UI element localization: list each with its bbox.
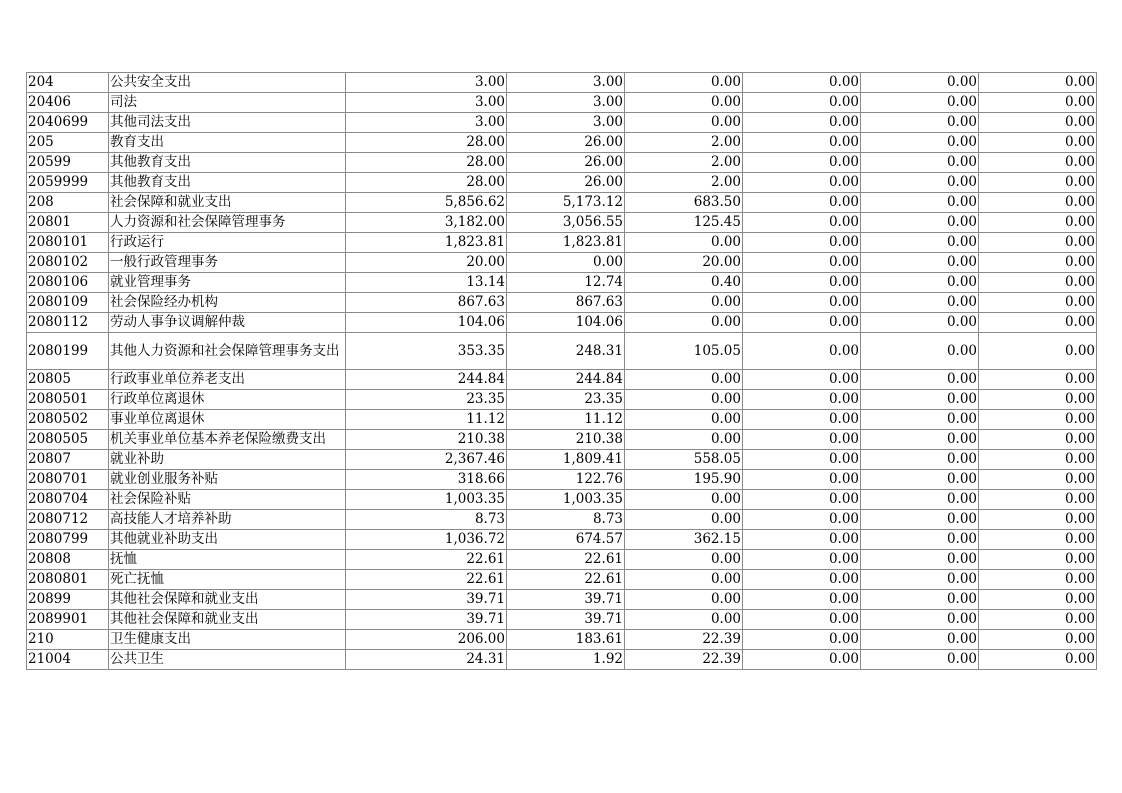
amount-cell: 0.00 <box>979 430 1097 450</box>
subject-code-cell: 20406 <box>27 93 109 113</box>
amount-cell: 8.73 <box>507 510 625 530</box>
table-row <box>27 73 1097 93</box>
amount-cell: 3.00 <box>346 73 507 93</box>
amount-cell: 0.00 <box>861 73 979 93</box>
table-row <box>27 213 1097 233</box>
subject-code-cell: 2080112 <box>27 313 109 333</box>
amount-cell: 0.40 <box>625 273 743 293</box>
amount-cell: 0.00 <box>743 370 861 390</box>
amount-cell: 0.00 <box>979 93 1097 113</box>
amount-cell: 0.00 <box>979 213 1097 233</box>
subject-name-cell: 抚恤 <box>109 550 346 570</box>
subject-code-cell: 2089901 <box>27 610 109 630</box>
table-row <box>27 630 1097 650</box>
amount-cell: 22.61 <box>507 570 625 590</box>
amount-cell: 26.00 <box>507 153 625 173</box>
amount-cell: 0.00 <box>743 333 861 370</box>
amount-cell: 0.00 <box>743 293 861 313</box>
amount-cell: 0.00 <box>625 610 743 630</box>
subject-name-cell: 社会保险经办机构 <box>109 293 346 313</box>
subject-code-cell: 2040699 <box>27 113 109 133</box>
amount-cell: 318.66 <box>346 470 507 490</box>
amount-cell: 0.00 <box>861 233 979 253</box>
amount-cell: 210.38 <box>346 430 507 450</box>
amount-cell: 23.35 <box>507 390 625 410</box>
subject-code-cell: 2080109 <box>27 293 109 313</box>
amount-cell: 0.00 <box>625 430 743 450</box>
amount-cell: 0.00 <box>979 253 1097 273</box>
amount-cell: 0.00 <box>979 470 1097 490</box>
amount-cell: 0.00 <box>743 113 861 133</box>
amount-cell: 104.06 <box>346 313 507 333</box>
amount-cell: 0.00 <box>861 153 979 173</box>
amount-cell: 28.00 <box>346 153 507 173</box>
amount-cell: 1.92 <box>507 650 625 670</box>
amount-cell: 0.00 <box>625 390 743 410</box>
subject-name-cell: 社会保险补贴 <box>109 490 346 510</box>
amount-cell: 22.61 <box>346 570 507 590</box>
amount-cell: 26.00 <box>507 173 625 193</box>
amount-cell: 0.00 <box>743 610 861 630</box>
subject-name-cell: 就业补助 <box>109 450 346 470</box>
table-row <box>27 650 1097 670</box>
amount-cell: 3.00 <box>507 93 625 113</box>
amount-cell: 0.00 <box>861 333 979 370</box>
amount-cell: 0.00 <box>979 390 1097 410</box>
amount-cell: 0.00 <box>861 193 979 213</box>
table-row <box>27 273 1097 293</box>
amount-cell: 0.00 <box>979 610 1097 630</box>
amount-cell: 0.00 <box>861 510 979 530</box>
amount-cell: 1,003.35 <box>346 490 507 510</box>
table-row <box>27 490 1097 510</box>
amount-cell: 3.00 <box>346 113 507 133</box>
budget-table <box>26 72 1097 670</box>
amount-cell: 0.00 <box>979 450 1097 470</box>
table-row <box>27 450 1097 470</box>
table-row <box>27 530 1097 550</box>
subject-code-cell: 2080199 <box>27 333 109 370</box>
amount-cell: 0.00 <box>979 333 1097 370</box>
amount-cell: 0.00 <box>625 233 743 253</box>
amount-cell: 0.00 <box>743 630 861 650</box>
amount-cell: 0.00 <box>743 233 861 253</box>
amount-cell: 0.00 <box>861 173 979 193</box>
amount-cell: 20.00 <box>346 253 507 273</box>
amount-cell: 0.00 <box>979 490 1097 510</box>
subject-code-cell: 20805 <box>27 370 109 390</box>
amount-cell: 3,056.55 <box>507 213 625 233</box>
subject-code-cell: 2080712 <box>27 510 109 530</box>
amount-cell: 0.00 <box>861 133 979 153</box>
amount-cell: 0.00 <box>979 530 1097 550</box>
amount-cell: 0.00 <box>743 173 861 193</box>
amount-cell: 125.45 <box>625 213 743 233</box>
amount-cell: 0.00 <box>861 530 979 550</box>
subject-code-cell: 21004 <box>27 650 109 670</box>
amount-cell: 122.76 <box>507 470 625 490</box>
amount-cell: 0.00 <box>625 113 743 133</box>
amount-cell: 3.00 <box>507 113 625 133</box>
amount-cell: 0.00 <box>743 213 861 233</box>
amount-cell: 20.00 <box>625 253 743 273</box>
table-row <box>27 550 1097 570</box>
amount-cell: 3,182.00 <box>346 213 507 233</box>
amount-cell: 0.00 <box>743 570 861 590</box>
table-row <box>27 470 1097 490</box>
amount-cell: 0.00 <box>625 313 743 333</box>
amount-cell: 0.00 <box>743 390 861 410</box>
amount-cell: 1,823.81 <box>346 233 507 253</box>
table-row <box>27 193 1097 213</box>
subject-code-cell: 2080701 <box>27 470 109 490</box>
amount-cell: 2.00 <box>625 173 743 193</box>
amount-cell: 0.00 <box>861 390 979 410</box>
table-row <box>27 313 1097 333</box>
amount-cell: 13.14 <box>346 273 507 293</box>
amount-cell: 0.00 <box>625 73 743 93</box>
amount-cell: 0.00 <box>625 510 743 530</box>
amount-cell: 0.00 <box>979 510 1097 530</box>
amount-cell: 0.00 <box>979 233 1097 253</box>
amount-cell: 0.00 <box>861 213 979 233</box>
amount-cell: 24.31 <box>346 650 507 670</box>
table-body <box>27 73 1097 670</box>
amount-cell: 0.00 <box>979 370 1097 390</box>
table-row <box>27 153 1097 173</box>
amount-cell: 0.00 <box>861 590 979 610</box>
amount-cell: 362.15 <box>625 530 743 550</box>
amount-cell: 3.00 <box>507 73 625 93</box>
table-row <box>27 590 1097 610</box>
table-row <box>27 293 1097 313</box>
amount-cell: 0.00 <box>861 450 979 470</box>
table-row <box>27 113 1097 133</box>
amount-cell: 0.00 <box>979 153 1097 173</box>
amount-cell: 1,003.35 <box>507 490 625 510</box>
amount-cell: 674.57 <box>507 530 625 550</box>
amount-cell: 0.00 <box>743 193 861 213</box>
table-row <box>27 133 1097 153</box>
table-row <box>27 410 1097 430</box>
amount-cell: 0.00 <box>861 490 979 510</box>
amount-cell: 0.00 <box>743 590 861 610</box>
subject-name-cell: 其他社会保障和就业支出 <box>109 610 346 630</box>
amount-cell: 0.00 <box>625 570 743 590</box>
amount-cell: 3.00 <box>346 93 507 113</box>
amount-cell: 0.00 <box>861 650 979 670</box>
amount-cell: 0.00 <box>743 470 861 490</box>
amount-cell: 0.00 <box>861 570 979 590</box>
amount-cell: 12.74 <box>507 273 625 293</box>
subject-code-cell: 2080101 <box>27 233 109 253</box>
amount-cell: 105.05 <box>625 333 743 370</box>
amount-cell: 0.00 <box>625 410 743 430</box>
subject-code-cell: 208 <box>27 193 109 213</box>
amount-cell: 39.71 <box>346 610 507 630</box>
subject-name-cell: 机关事业单位基本养老保险缴费支出 <box>109 430 346 450</box>
subject-name-cell: 其他社会保障和就业支出 <box>109 590 346 610</box>
amount-cell: 0.00 <box>625 590 743 610</box>
amount-cell: 26.00 <box>507 133 625 153</box>
subject-name-cell: 就业创业服务补贴 <box>109 470 346 490</box>
amount-cell: 0.00 <box>625 93 743 113</box>
amount-cell: 2.00 <box>625 153 743 173</box>
amount-cell: 0.00 <box>625 370 743 390</box>
subject-name-cell: 人力资源和社会保障管理事务 <box>109 213 346 233</box>
amount-cell: 23.35 <box>346 390 507 410</box>
subject-code-cell: 2080799 <box>27 530 109 550</box>
amount-cell: 0.00 <box>861 470 979 490</box>
subject-code-cell: 2080501 <box>27 390 109 410</box>
amount-cell: 0.00 <box>979 173 1097 193</box>
subject-code-cell: 210 <box>27 630 109 650</box>
amount-cell: 11.12 <box>346 410 507 430</box>
amount-cell: 22.61 <box>507 550 625 570</box>
amount-cell: 0.00 <box>979 113 1097 133</box>
amount-cell: 39.71 <box>507 610 625 630</box>
subject-code-cell: 2080102 <box>27 253 109 273</box>
subject-code-cell: 20807 <box>27 450 109 470</box>
subject-code-cell: 2080106 <box>27 273 109 293</box>
amount-cell: 1,036.72 <box>346 530 507 550</box>
amount-cell: 0.00 <box>979 193 1097 213</box>
amount-cell: 39.71 <box>346 590 507 610</box>
amount-cell: 0.00 <box>743 550 861 570</box>
amount-cell: 0.00 <box>979 133 1097 153</box>
amount-cell: 0.00 <box>861 610 979 630</box>
amount-cell: 244.84 <box>346 370 507 390</box>
amount-cell: 0.00 <box>743 253 861 273</box>
subject-code-cell: 20808 <box>27 550 109 570</box>
subject-name-cell: 高技能人才培养补助 <box>109 510 346 530</box>
amount-cell: 0.00 <box>861 113 979 133</box>
subject-name-cell: 其他人力资源和社会保障管理事务支出 <box>109 333 346 370</box>
amount-cell: 0.00 <box>979 410 1097 430</box>
table-row <box>27 333 1097 370</box>
amount-cell: 0.00 <box>979 550 1097 570</box>
amount-cell: 210.38 <box>507 430 625 450</box>
amount-cell: 558.05 <box>625 450 743 470</box>
table-row <box>27 93 1097 113</box>
amount-cell: 0.00 <box>979 313 1097 333</box>
amount-cell: 22.39 <box>625 630 743 650</box>
amount-cell: 2.00 <box>625 133 743 153</box>
amount-cell: 0.00 <box>979 273 1097 293</box>
amount-cell: 248.31 <box>507 333 625 370</box>
table-row <box>27 370 1097 390</box>
subject-name-cell: 行政事业单位养老支出 <box>109 370 346 390</box>
amount-cell: 0.00 <box>861 253 979 273</box>
amount-cell: 0.00 <box>979 73 1097 93</box>
amount-cell: 206.00 <box>346 630 507 650</box>
subject-code-cell: 20899 <box>27 590 109 610</box>
amount-cell: 0.00 <box>743 73 861 93</box>
amount-cell: 1,809.41 <box>507 450 625 470</box>
table-row <box>27 570 1097 590</box>
subject-name-cell: 就业管理事务 <box>109 273 346 293</box>
subject-name-cell: 其他教育支出 <box>109 153 346 173</box>
amount-cell: 11.12 <box>507 410 625 430</box>
amount-cell: 0.00 <box>743 133 861 153</box>
amount-cell: 867.63 <box>346 293 507 313</box>
amount-cell: 28.00 <box>346 173 507 193</box>
table-row <box>27 610 1097 630</box>
amount-cell: 0.00 <box>743 153 861 173</box>
subject-code-cell: 2080502 <box>27 410 109 430</box>
amount-cell: 0.00 <box>979 590 1097 610</box>
amount-cell: 0.00 <box>979 630 1097 650</box>
subject-name-cell: 卫生健康支出 <box>109 630 346 650</box>
amount-cell: 0.00 <box>861 630 979 650</box>
subject-name-cell: 司法 <box>109 93 346 113</box>
amount-cell: 244.84 <box>507 370 625 390</box>
amount-cell: 22.61 <box>346 550 507 570</box>
subject-code-cell: 2059999 <box>27 173 109 193</box>
subject-name-cell: 其他司法支出 <box>109 113 346 133</box>
table-row <box>27 390 1097 410</box>
amount-cell: 2,367.46 <box>346 450 507 470</box>
amount-cell: 183.61 <box>507 630 625 650</box>
subject-name-cell: 其他就业补助支出 <box>109 530 346 550</box>
amount-cell: 0.00 <box>861 273 979 293</box>
table-row <box>27 233 1097 253</box>
amount-cell: 22.39 <box>625 650 743 670</box>
subject-code-cell: 204 <box>27 73 109 93</box>
amount-cell: 0.00 <box>743 510 861 530</box>
amount-cell: 0.00 <box>743 410 861 430</box>
amount-cell: 0.00 <box>861 370 979 390</box>
subject-name-cell: 教育支出 <box>109 133 346 153</box>
amount-cell: 0.00 <box>743 273 861 293</box>
subject-name-cell: 死亡抚恤 <box>109 570 346 590</box>
subject-name-cell: 公共卫生 <box>109 650 346 670</box>
amount-cell: 0.00 <box>625 293 743 313</box>
amount-cell: 0.00 <box>743 313 861 333</box>
subject-name-cell: 其他教育支出 <box>109 173 346 193</box>
subject-name-cell: 行政运行 <box>109 233 346 253</box>
subject-name-cell: 行政单位离退休 <box>109 390 346 410</box>
amount-cell: 0.00 <box>979 570 1097 590</box>
amount-cell: 867.63 <box>507 293 625 313</box>
amount-cell: 0.00 <box>861 550 979 570</box>
table-row <box>27 510 1097 530</box>
amount-cell: 0.00 <box>625 490 743 510</box>
subject-code-cell: 2080505 <box>27 430 109 450</box>
subject-code-cell: 205 <box>27 133 109 153</box>
amount-cell: 683.50 <box>625 193 743 213</box>
amount-cell: 5,173.12 <box>507 193 625 213</box>
amount-cell: 0.00 <box>743 450 861 470</box>
amount-cell: 28.00 <box>346 133 507 153</box>
subject-code-cell: 20801 <box>27 213 109 233</box>
amount-cell: 0.00 <box>861 93 979 113</box>
amount-cell: 0.00 <box>979 650 1097 670</box>
amount-cell: 0.00 <box>861 293 979 313</box>
subject-name-cell: 公共安全支出 <box>109 73 346 93</box>
amount-cell: 0.00 <box>743 430 861 450</box>
amount-cell: 0.00 <box>743 490 861 510</box>
subject-name-cell: 劳动人事争议调解仲裁 <box>109 313 346 333</box>
amount-cell: 195.90 <box>625 470 743 490</box>
table-row <box>27 253 1097 273</box>
subject-code-cell: 2080801 <box>27 570 109 590</box>
amount-cell: 39.71 <box>507 590 625 610</box>
subject-code-cell: 2080704 <box>27 490 109 510</box>
amount-cell: 0.00 <box>743 650 861 670</box>
amount-cell: 5,856.62 <box>346 193 507 213</box>
amount-cell: 353.35 <box>346 333 507 370</box>
subject-name-cell: 事业单位离退休 <box>109 410 346 430</box>
table-row <box>27 430 1097 450</box>
amount-cell: 0.00 <box>743 93 861 113</box>
amount-cell: 0.00 <box>861 430 979 450</box>
amount-cell: 0.00 <box>861 313 979 333</box>
table-row <box>27 173 1097 193</box>
amount-cell: 0.00 <box>979 293 1097 313</box>
amount-cell: 0.00 <box>743 530 861 550</box>
amount-cell: 1,823.81 <box>507 233 625 253</box>
subject-code-cell: 20599 <box>27 153 109 173</box>
amount-cell: 8.73 <box>346 510 507 530</box>
subject-name-cell: 一般行政管理事务 <box>109 253 346 273</box>
amount-cell: 104.06 <box>507 313 625 333</box>
amount-cell: 0.00 <box>625 550 743 570</box>
amount-cell: 0.00 <box>861 410 979 430</box>
subject-name-cell: 社会保障和就业支出 <box>109 193 346 213</box>
amount-cell: 0.00 <box>507 253 625 273</box>
